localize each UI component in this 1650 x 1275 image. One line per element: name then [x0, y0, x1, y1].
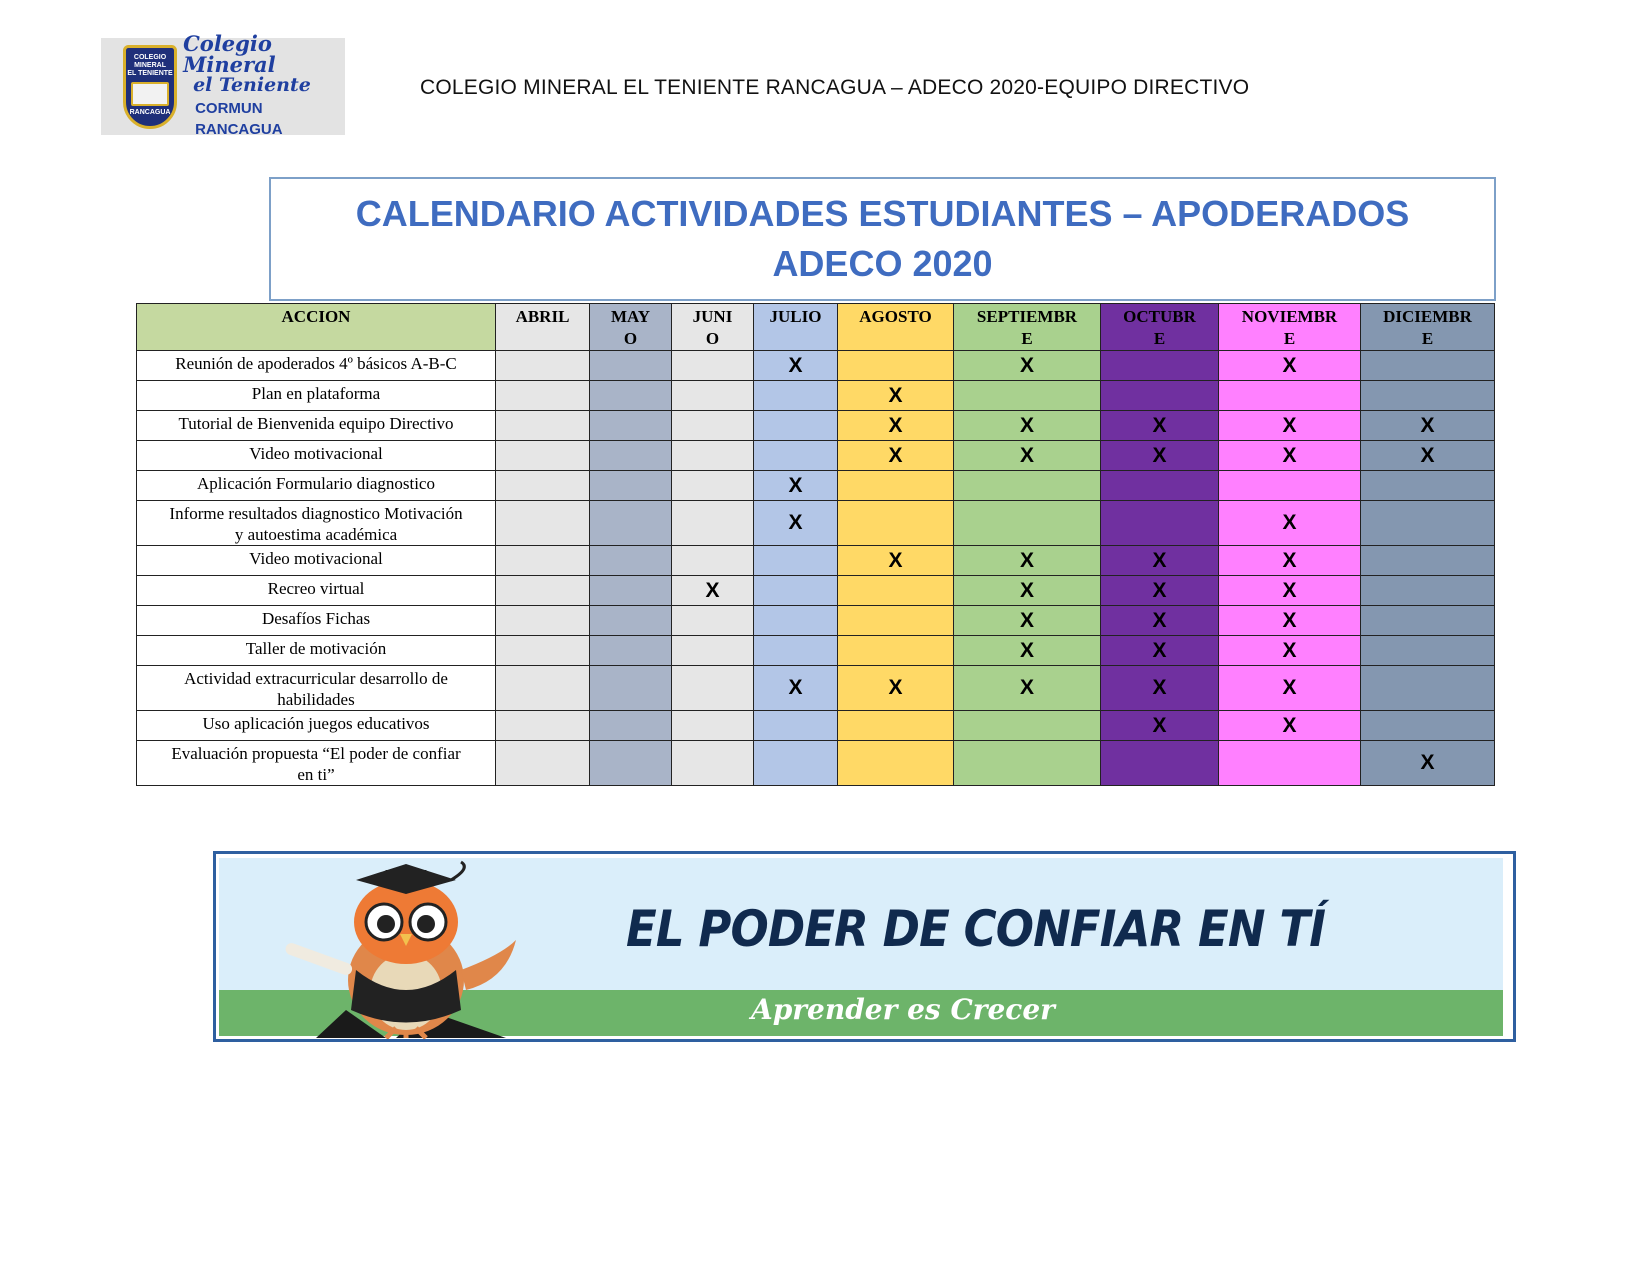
- schedule-cell-junio: X: [672, 576, 754, 606]
- schedule-cell-octubre: X: [1101, 576, 1219, 606]
- action-label: Reunión de apoderados 4º básicos A-B-C: [175, 354, 457, 373]
- column-header-label: NOVIEMBR: [1241, 307, 1338, 326]
- schedule-cell-abril: [496, 441, 590, 471]
- schedule-cell-octubre: X: [1101, 546, 1219, 576]
- schedule-cell-julio: X: [754, 666, 838, 711]
- schedule-cell-mayo: [590, 546, 672, 576]
- table-row: [137, 441, 1495, 471]
- column-header-label-wrap: O: [705, 329, 720, 348]
- column-header-agosto: [838, 304, 954, 351]
- column-header-label-wrap: O: [623, 329, 638, 348]
- schedule-cell-julio: [754, 636, 838, 666]
- action-label-wrap: en ti”: [297, 765, 335, 784]
- schedule-cell-abril: [496, 471, 590, 501]
- column-header-label: OCTUBR: [1123, 307, 1196, 326]
- action-cell: [137, 711, 496, 741]
- title-line-1: CALENDARIO ACTIVIDADES ESTUDIANTES – APODERADOS: [355, 193, 1410, 234]
- action-cell: [137, 636, 496, 666]
- schedule-cell-junio: [672, 381, 754, 411]
- schedule-cell-junio: [672, 636, 754, 666]
- action-label: Taller de motivación: [245, 639, 387, 658]
- schedule-cell-octubre: X: [1101, 666, 1219, 711]
- column-header-label: JULIO: [769, 307, 822, 326]
- schedule-cell-agosto: [838, 576, 954, 606]
- action-cell: [137, 411, 496, 441]
- schedule-cell-noviembre: X: [1219, 501, 1361, 546]
- schedule-cell-junio: [672, 666, 754, 711]
- table-row: [137, 471, 1495, 501]
- column-header-junio: [672, 304, 754, 351]
- graduate-owl-icon: [276, 860, 536, 1040]
- schedule-cell-octubre: X: [1101, 711, 1219, 741]
- brand-line-2: el Teniente: [193, 74, 311, 96]
- schedule-cell-abril: [496, 351, 590, 381]
- action-label: Uso aplicación juegos educativos: [202, 714, 430, 733]
- action-cell: [137, 441, 496, 471]
- schedule-cell-diciembre: [1361, 501, 1495, 546]
- schedule-cell-septiembre: X: [954, 351, 1101, 381]
- action-cell: [137, 381, 496, 411]
- table-row: [137, 636, 1495, 666]
- schedule-cell-mayo: [590, 351, 672, 381]
- schedule-cell-octubre: X: [1101, 606, 1219, 636]
- brand-line-3: CORMUN RANCAGUA: [195, 100, 283, 138]
- schedule-cell-diciembre: [1361, 381, 1495, 411]
- title-box: [269, 177, 1496, 301]
- schedule-cell-agosto: X: [838, 381, 954, 411]
- schedule-cell-diciembre: [1361, 471, 1495, 501]
- column-header-label: AGOSTO: [859, 307, 932, 326]
- action-cell: [137, 666, 496, 711]
- schedule-cell-agosto: [838, 471, 954, 501]
- schedule-cell-septiembre: X: [954, 411, 1101, 441]
- schedule-cell-noviembre: [1219, 471, 1361, 501]
- schedule-cell-junio: [672, 711, 754, 741]
- schedule-cell-mayo: [590, 381, 672, 411]
- schedule-cell-mayo: [590, 741, 672, 786]
- column-header-accion: [137, 304, 496, 351]
- schedule-cell-agosto: [838, 636, 954, 666]
- schedule-cell-junio: [672, 546, 754, 576]
- schedule-cell-agosto: [838, 501, 954, 546]
- action-label: Desafíos Fichas: [261, 609, 371, 628]
- column-header-label-wrap: E: [1283, 329, 1296, 348]
- schedule-cell-julio: [754, 381, 838, 411]
- schedule-cell-diciembre: [1361, 351, 1495, 381]
- schedule-cell-diciembre: [1361, 546, 1495, 576]
- column-header-label: MAY: [610, 307, 651, 326]
- schedule-cell-septiembre: X: [954, 576, 1101, 606]
- schedule-cell-septiembre: [954, 381, 1101, 411]
- schedule-cell-diciembre: X: [1361, 741, 1495, 786]
- schedule-cell-mayo: [590, 636, 672, 666]
- column-header-septiembre: [954, 304, 1101, 351]
- schedule-cell-mayo: [590, 441, 672, 471]
- action-label: Actividad extracurricular desarrollo de: [184, 669, 448, 688]
- document-header: COLEGIO MINERAL EL TENIENTE RANCAGUA – ADECO 2020-EQUIPO DIRECTIVO: [420, 76, 1250, 99]
- activities-calendar-table: [136, 303, 1495, 786]
- schedule-cell-diciembre: [1361, 666, 1495, 711]
- action-cell: [137, 501, 496, 546]
- action-label: Recreo virtual: [267, 579, 365, 598]
- schedule-cell-noviembre: X: [1219, 441, 1361, 471]
- schedule-cell-agosto: X: [838, 666, 954, 711]
- action-cell: [137, 576, 496, 606]
- action-cell: [137, 546, 496, 576]
- column-header-label: DICIEMBR: [1383, 307, 1472, 326]
- schedule-cell-abril: [496, 711, 590, 741]
- schedule-cell-octubre: X: [1101, 411, 1219, 441]
- schedule-cell-septiembre: [954, 741, 1101, 786]
- table-row: [137, 666, 1495, 711]
- schedule-cell-abril: [496, 741, 590, 786]
- schedule-cell-abril: [496, 576, 590, 606]
- schedule-cell-junio: [672, 606, 754, 636]
- schedule-cell-agosto: [838, 351, 954, 381]
- action-label-wrap: y autoestima académica: [234, 525, 398, 544]
- table-row: [137, 546, 1495, 576]
- action-label: Tutorial de Bienvenida equipo Directivo: [178, 414, 454, 433]
- schedule-cell-julio: X: [754, 501, 838, 546]
- schedule-cell-noviembre: X: [1219, 636, 1361, 666]
- schedule-cell-diciembre: X: [1361, 441, 1495, 471]
- schedule-cell-mayo: [590, 471, 672, 501]
- column-header-abril: [496, 304, 590, 351]
- schedule-cell-agosto: X: [838, 411, 954, 441]
- seal-text-4: RANCAGUA: [129, 108, 171, 116]
- schedule-cell-octubre: X: [1101, 636, 1219, 666]
- schedule-cell-mayo: [590, 606, 672, 636]
- open-book-icon: [131, 82, 169, 106]
- schedule-cell-diciembre: [1361, 711, 1495, 741]
- schedule-cell-septiembre: X: [954, 546, 1101, 576]
- schedule-cell-mayo: [590, 411, 672, 441]
- school-logo: [101, 31, 345, 138]
- schedule-cell-noviembre: X: [1219, 711, 1361, 741]
- schedule-cell-junio: [672, 471, 754, 501]
- action-label: Video motivacional: [249, 549, 383, 568]
- schedule-cell-julio: X: [754, 471, 838, 501]
- schedule-cell-abril: [496, 606, 590, 636]
- schedule-cell-diciembre: [1361, 576, 1495, 606]
- schedule-cell-noviembre: X: [1219, 546, 1361, 576]
- column-header-mayo: [590, 304, 672, 351]
- schedule-cell-agosto: [838, 606, 954, 636]
- action-label: Video motivacional: [249, 444, 383, 463]
- schedule-cell-noviembre: X: [1219, 666, 1361, 711]
- table-row: [137, 351, 1495, 381]
- schedule-cell-julio: [754, 741, 838, 786]
- schedule-cell-septiembre: X: [954, 606, 1101, 636]
- action-label-wrap: habilidades: [277, 690, 355, 709]
- seal-text-1: COLEGIO: [133, 53, 167, 61]
- action-cell: [137, 351, 496, 381]
- schedule-cell-mayo: [590, 666, 672, 711]
- schedule-cell-julio: [754, 606, 838, 636]
- action-cell: [137, 471, 496, 501]
- table-header-row: [137, 304, 1495, 351]
- schedule-cell-octubre: [1101, 351, 1219, 381]
- schedule-cell-mayo: [590, 501, 672, 546]
- schedule-cell-noviembre: X: [1219, 411, 1361, 441]
- schedule-cell-abril: [496, 501, 590, 546]
- schedule-cell-julio: [754, 576, 838, 606]
- schedule-cell-junio: [672, 411, 754, 441]
- table-row: [137, 501, 1495, 546]
- action-label: Evaluación propuesta “El poder de confiar: [171, 744, 461, 763]
- column-header-diciembre: [1361, 304, 1495, 351]
- school-brand: [183, 33, 345, 140]
- seal-text-3: EL TENIENTE: [127, 69, 173, 77]
- school-seal-icon: [123, 45, 177, 129]
- schedule-cell-octubre: [1101, 381, 1219, 411]
- title-line-2: ADECO 2020: [772, 243, 993, 284]
- schedule-cell-noviembre: [1219, 381, 1361, 411]
- table-row: [137, 411, 1495, 441]
- column-header-julio: [754, 304, 838, 351]
- schedule-cell-junio: [672, 441, 754, 471]
- column-header-octubre: [1101, 304, 1219, 351]
- column-header-label: ABRIL: [515, 307, 570, 326]
- schedule-cell-julio: [754, 411, 838, 441]
- schedule-cell-abril: [496, 636, 590, 666]
- table-row: [137, 381, 1495, 411]
- seal-text-2: MINERAL: [134, 61, 166, 69]
- schedule-cell-julio: [754, 441, 838, 471]
- schedule-cell-agosto: X: [838, 546, 954, 576]
- schedule-cell-septiembre: [954, 501, 1101, 546]
- schedule-cell-agosto: [838, 741, 954, 786]
- schedule-cell-diciembre: [1361, 606, 1495, 636]
- schedule-cell-noviembre: [1219, 741, 1361, 786]
- schedule-cell-julio: [754, 711, 838, 741]
- schedule-cell-octubre: X: [1101, 441, 1219, 471]
- schedule-cell-noviembre: X: [1219, 351, 1361, 381]
- table-row: [137, 711, 1495, 741]
- column-header-label: JUNI: [692, 307, 733, 326]
- action-label: Plan en plataforma: [251, 384, 381, 403]
- schedule-cell-abril: [496, 411, 590, 441]
- action-label: Informe resultados diagnostico Motivación: [169, 504, 463, 523]
- schedule-cell-junio: [672, 351, 754, 381]
- schedule-cell-mayo: [590, 711, 672, 741]
- column-header-label-wrap: E: [1021, 329, 1033, 348]
- schedule-cell-octubre: [1101, 741, 1219, 786]
- action-cell: [137, 606, 496, 636]
- column-header-label: ACCION: [281, 307, 351, 326]
- action-cell: [137, 741, 496, 786]
- schedule-cell-agosto: [838, 711, 954, 741]
- schedule-cell-diciembre: X: [1361, 411, 1495, 441]
- schedule-cell-noviembre: X: [1219, 606, 1361, 636]
- schedule-cell-agosto: X: [838, 441, 954, 471]
- table-row: [137, 576, 1495, 606]
- schedule-cell-mayo: [590, 576, 672, 606]
- column-header-noviembre: [1219, 304, 1361, 351]
- schedule-cell-septiembre: [954, 711, 1101, 741]
- schedule-cell-septiembre: X: [954, 636, 1101, 666]
- schedule-cell-julio: [754, 546, 838, 576]
- schedule-cell-abril: [496, 666, 590, 711]
- schedule-cell-septiembre: X: [954, 441, 1101, 471]
- schedule-cell-junio: [672, 741, 754, 786]
- action-label: Aplicación Formulario diagnostico: [197, 474, 435, 493]
- schedule-cell-noviembre: X: [1219, 576, 1361, 606]
- motto-banner: [213, 851, 1516, 1042]
- schedule-cell-septiembre: [954, 471, 1101, 501]
- schedule-cell-abril: [496, 381, 590, 411]
- brand-line-1: Colegio Mineral: [183, 31, 276, 77]
- schedule-cell-octubre: [1101, 471, 1219, 501]
- column-header-label-wrap: E: [1153, 329, 1166, 348]
- schedule-cell-abril: [496, 546, 590, 576]
- schedule-cell-diciembre: [1361, 636, 1495, 666]
- schedule-cell-septiembre: X: [954, 666, 1101, 711]
- table-row: [137, 606, 1495, 636]
- schedule-cell-octubre: [1101, 501, 1219, 546]
- column-header-label: SEPTIEMBR: [976, 307, 1078, 326]
- schedule-cell-julio: X: [754, 351, 838, 381]
- schedule-cell-junio: [672, 501, 754, 546]
- banner-title: EL PODER DE CONFIAR EN TÍ: [626, 900, 1326, 958]
- table-row: [137, 741, 1495, 786]
- banner-subtitle: Aprender es Crecer: [751, 993, 1055, 1026]
- column-header-label-wrap: E: [1421, 329, 1434, 348]
